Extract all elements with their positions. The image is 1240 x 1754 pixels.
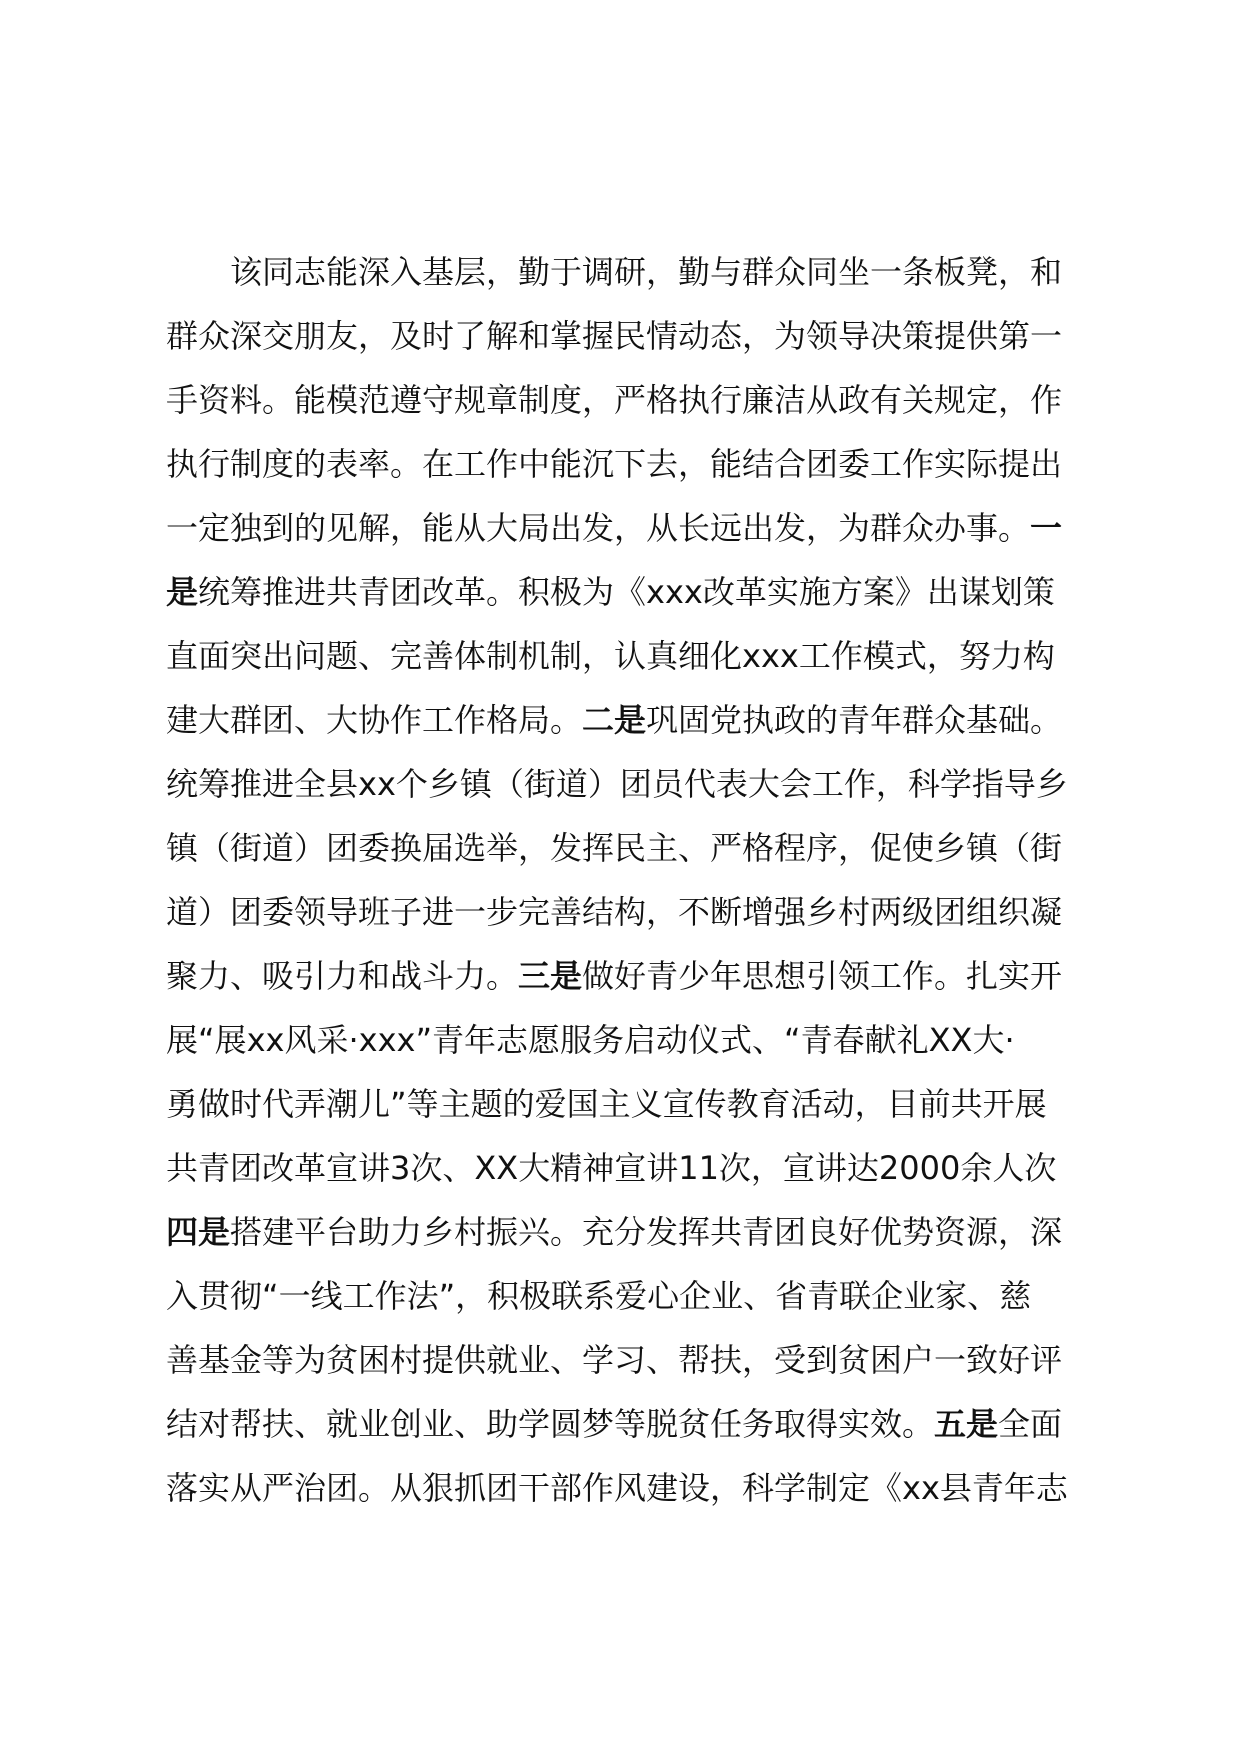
text-segment: 手资料。能模范遵守规章制度，严格执行廉洁从政有关规定，作 <box>166 381 1063 419</box>
text-segment: 搭建平台助力乡村振兴。充分发挥共青团良好优势资源，深 <box>230 1213 1063 1251</box>
text-line <box>166 496 1106 560</box>
text-line <box>166 880 1106 944</box>
text-line <box>166 1392 1106 1456</box>
text-segment: 全面 <box>998 1405 1063 1443</box>
text-segment: 共青团改革宣讲3次、XX大精神宣讲11次，宣讲达2000余人次 <box>166 1149 1057 1187</box>
text-segment: 入贯彻“一线工作法”，积极联系爱心企业、省青联企业家、慈 <box>166 1277 1032 1315</box>
bold-text-segment: 是 <box>166 573 199 611</box>
text-segment: 展“展xx风采·xxx”青年志愿服务启动仪式、“青春献礼XX大· <box>166 1021 1015 1059</box>
text-line <box>166 240 1106 304</box>
text-line <box>166 304 1106 368</box>
text-segment: 做好青少年思想引领工作。扎实开 <box>582 957 1063 995</box>
text-line <box>166 1136 1106 1200</box>
text-line <box>166 688 1106 752</box>
text-segment: 结对帮扶、就业创业、助学圆梦等脱贫任务取得实效。 <box>166 1405 935 1443</box>
text-segment: 执行制度的表率。在工作中能沉下去，能结合团委工作实际提出 <box>166 445 1063 483</box>
bold-text-segment: 二是 <box>582 701 647 739</box>
text-line <box>166 1328 1106 1392</box>
text-segment: 善基金等为贫困村提供就业、学习、帮扶，受到贫困户一致好评 <box>166 1341 1063 1379</box>
text-line <box>166 752 1106 816</box>
bold-text-segment: 五是 <box>934 1405 999 1443</box>
text-line <box>166 1264 1106 1328</box>
text-segment: 统筹推进全县xx个乡镇（街道）团员代表大会工作，科学指导乡 <box>166 765 1068 803</box>
text-segment: 巩固党执政的青年群众基础。 <box>646 701 1063 739</box>
text-line <box>166 816 1106 880</box>
bold-text-segment: 一 <box>1030 509 1063 547</box>
text-line <box>166 944 1106 1008</box>
text-segment: 道）团委领导班子进一步完善结构，不断增强乡村两级团组织凝 <box>166 893 1063 931</box>
text-line <box>166 1008 1106 1072</box>
text-line <box>166 1456 1106 1520</box>
text-line <box>166 1072 1106 1136</box>
text-segment: 镇（街道）团委换届选举，发挥民主、严格程序，促使乡镇（街 <box>166 829 1063 867</box>
text-segment: 聚力、吸引力和战斗力。 <box>166 957 519 995</box>
text-segment: 统筹推进共青团改革。积极为《xxx改革实施方案》出谋划策 <box>198 573 1055 611</box>
text-line <box>166 560 1106 624</box>
text-segment: 直面突出问题、完善体制机制，认真细化xxx工作模式，努力构 <box>166 637 1055 675</box>
text-segment: 一定独到的见解，能从大局出发，从长远出发，为群众办事。 <box>166 509 1031 547</box>
text-segment: 建大群团、大协作工作格局。 <box>166 701 583 739</box>
text-line <box>166 1200 1106 1264</box>
text-segment: 该同志能深入基层，勤于调研，勤与群众同坐一条板凳，和 <box>230 253 1063 291</box>
text-line <box>166 432 1106 496</box>
text-line <box>166 624 1106 688</box>
text-line <box>166 368 1106 432</box>
bold-text-segment: 四是 <box>166 1213 231 1251</box>
text-segment: 落实从严治团。从狠抓团干部作风建设，科学制定《xx县青年志 <box>166 1469 1068 1507</box>
bold-text-segment: 三是 <box>518 957 583 995</box>
text-segment: 群众深交朋友，及时了解和掌握民情动态，为领导决策提供第一 <box>166 317 1063 355</box>
body-paragraph <box>166 240 1106 1520</box>
text-segment: 勇做时代弄潮儿”等主题的爱国主义宣传教育活动，目前共开展 <box>166 1085 1047 1123</box>
